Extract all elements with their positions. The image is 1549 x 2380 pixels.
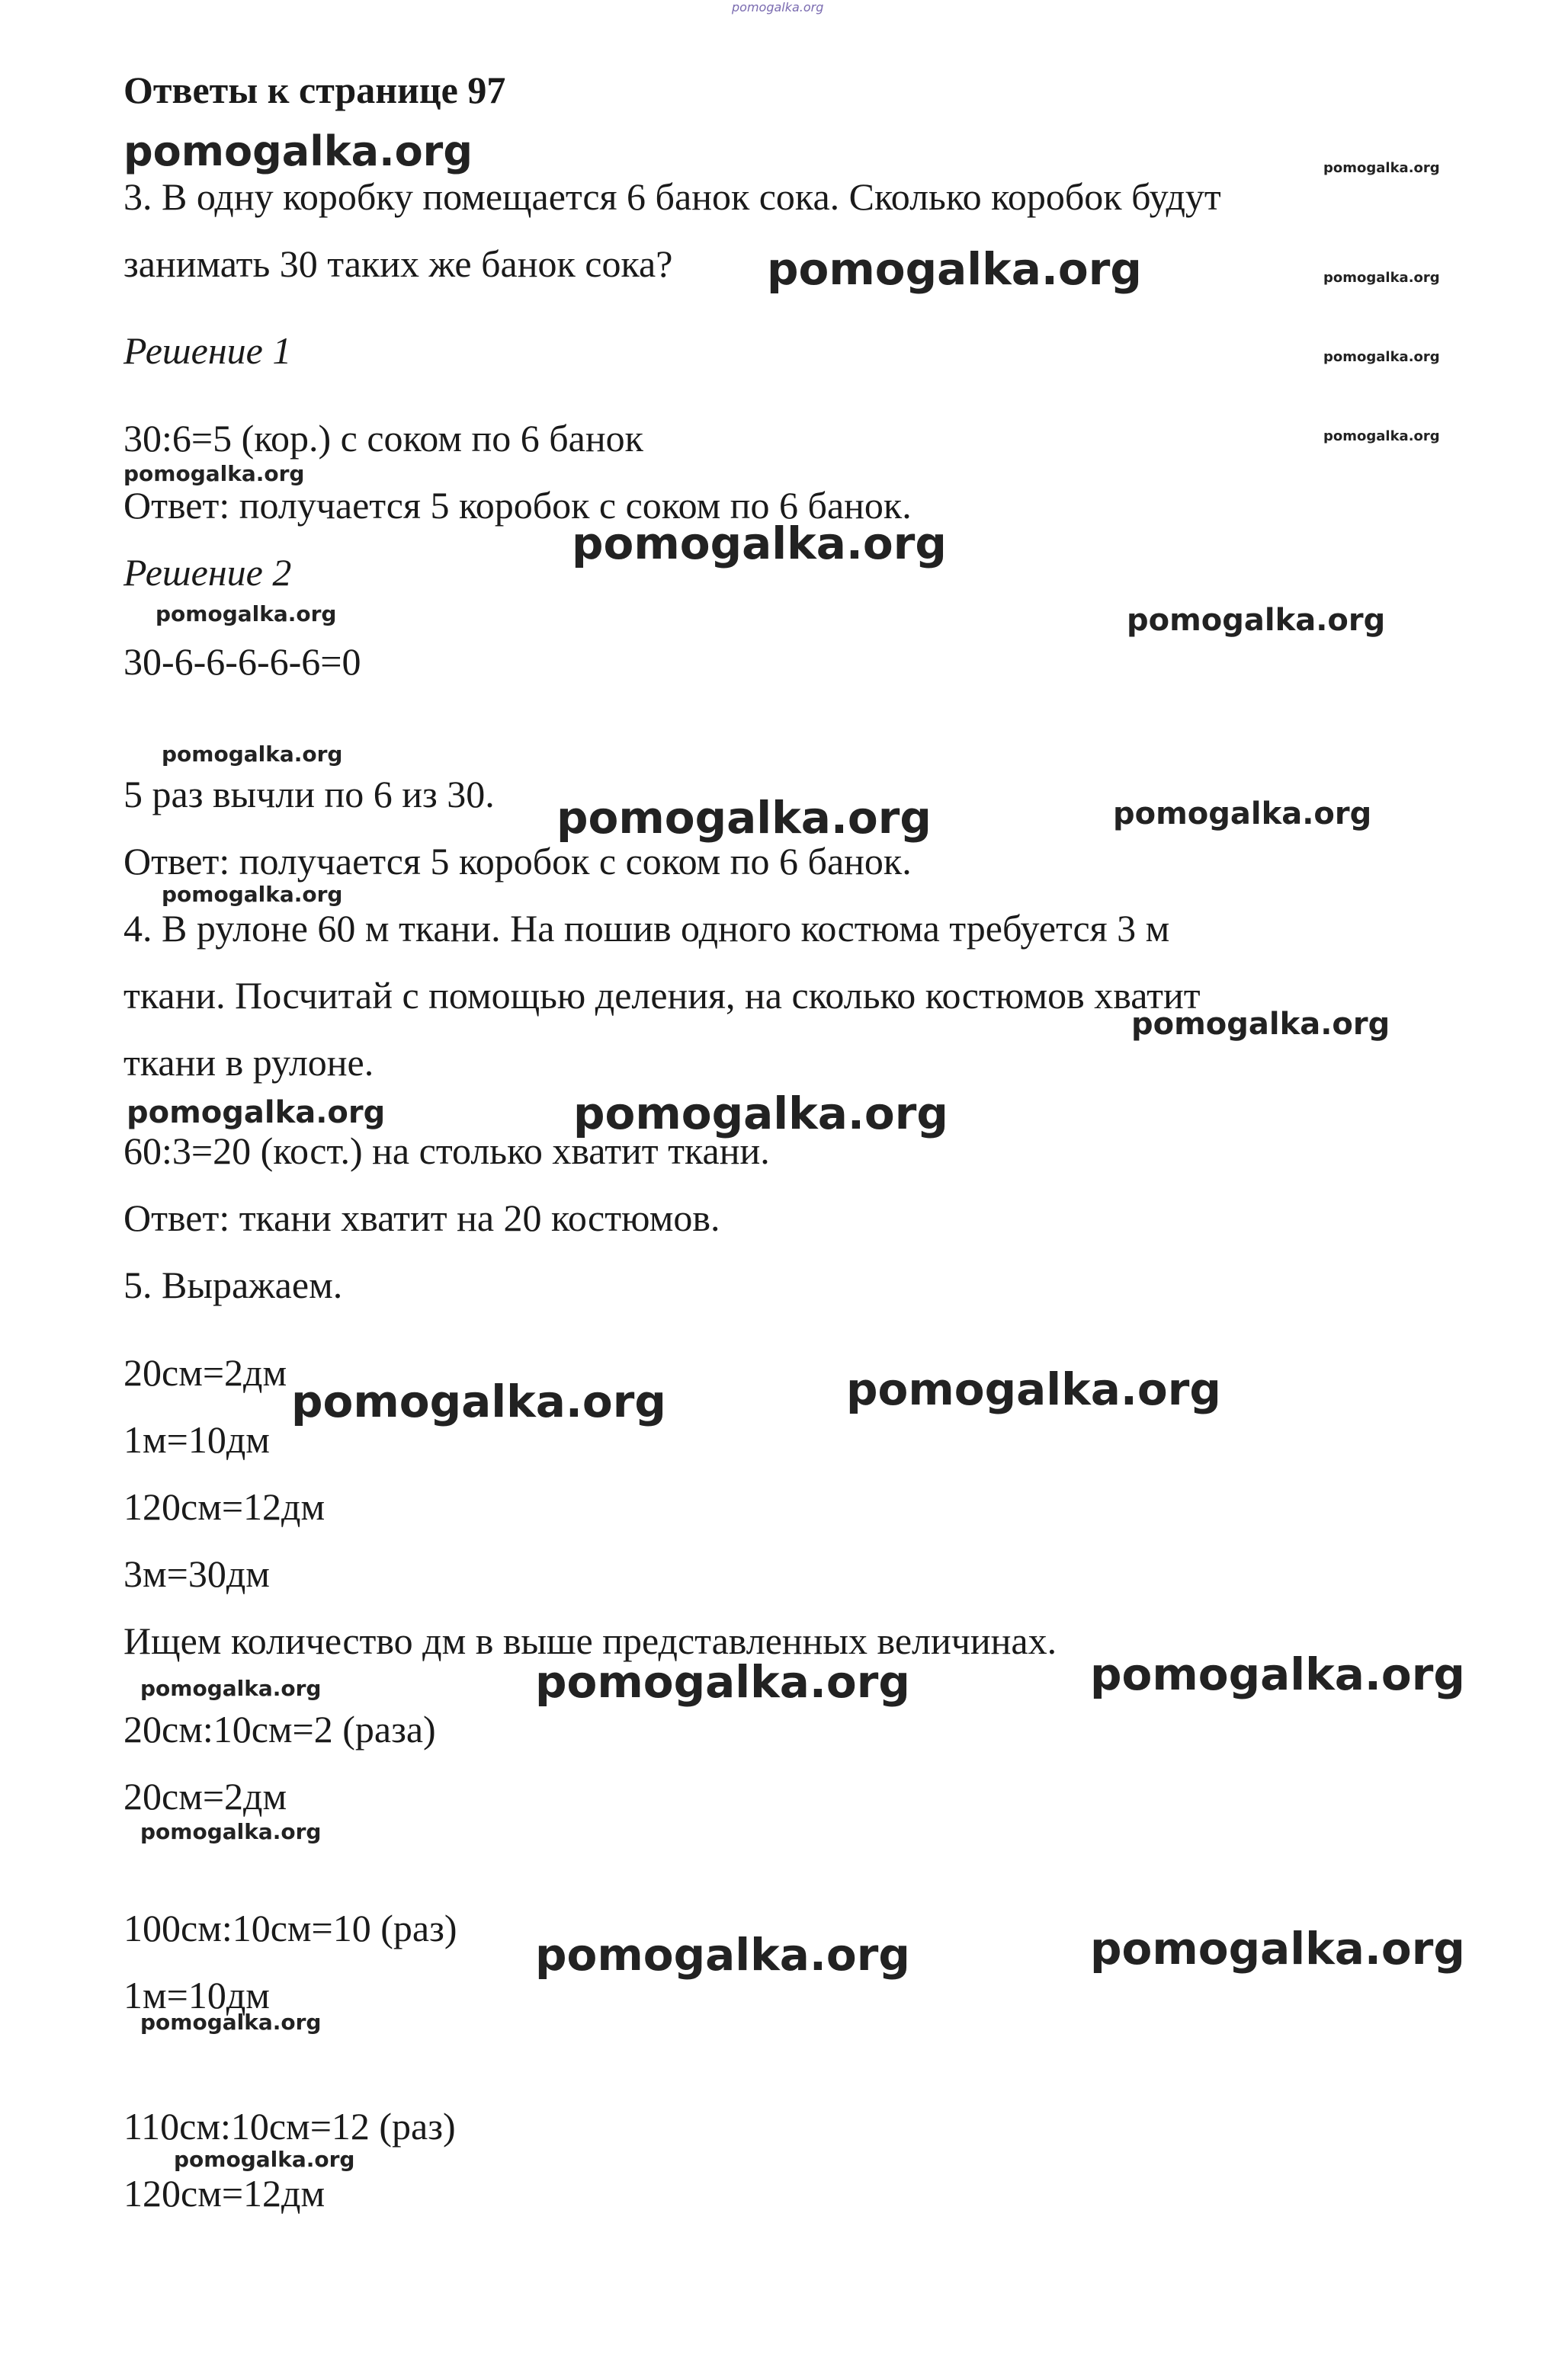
solution1-line: 30:6=5 (кор.) с соком по 6 банок (123, 417, 643, 460)
watermark: pomogalka.org (846, 1363, 1221, 1415)
watermark: pomogalka.org (174, 2147, 355, 2172)
task5-heading: 5. Выражаем. (123, 1264, 343, 1306)
task5-calc-1: 20см:10см=2 (раза) (123, 1708, 436, 1751)
task5-result-2: 1м=10дм (123, 1974, 270, 2016)
task4-solution: 60:3=20 (кост.) на столько хватит ткани. (123, 1129, 770, 1172)
task5-calc-2: 100см:10см=10 (раз) (123, 1907, 457, 1949)
task5-line-2: 1м=10дм (123, 1418, 270, 1461)
solution2-answer: Ответ: получается 5 коробок с соком по 6 банок. (123, 840, 912, 882)
watermark: pomogalka.org (291, 1376, 666, 1427)
task5-result-1: 20см=2дм (123, 1775, 287, 1818)
watermark: pomogalka.org (162, 742, 343, 767)
watermark: pomogalka.org (140, 1676, 322, 1701)
solution1-answer: Ответ: получается 5 коробок с соком по 6 банок. (123, 484, 912, 527)
page-title: Ответы к странице 97 (123, 69, 506, 111)
task3-question-line2: занимать 30 таких же банок сока? (123, 242, 673, 285)
task5-explanation: Ищем количество дм в выше представленных величинах. (123, 1619, 1057, 1662)
watermark: pomogalka.org (1090, 1923, 1465, 1975)
watermark: pomogalka.org (572, 517, 947, 569)
solution2-line: 30-6-6-6-6-6=0 (123, 640, 361, 683)
task5-line-4: 3м=30дм (123, 1552, 270, 1595)
task5-line-3: 120см=12дм (123, 1485, 326, 1528)
task5-calc-3: 110см:10см=12 (раз) (123, 2105, 456, 2148)
task4-answer: Ответ: ткани хватит на 20 костюмов. (123, 1196, 720, 1239)
solution2-explanation: 5 раз вычли по 6 из 30. (123, 773, 495, 815)
site-logo-text: pomogalka.org (123, 127, 473, 175)
watermark: pomogalka.org (127, 1095, 386, 1130)
solution1-heading: Решение 1 (123, 329, 292, 372)
watermark: pomogalka.org (156, 601, 337, 626)
watermark: pomogalka.org (1113, 796, 1372, 831)
watermark: pomogalka.org (535, 1929, 910, 1981)
watermark: pomogalka.org (573, 1087, 948, 1139)
watermark: pomogalka.org (767, 243, 1142, 295)
task4-question-line3: ткани в рулоне. (123, 1041, 374, 1084)
watermark: pomogalka.org (140, 1819, 322, 1844)
watermark: pomogalka.org (1323, 349, 1440, 365)
solution2-heading: Решение 2 (123, 551, 292, 594)
watermark: pomogalka.org (162, 882, 343, 907)
task5-line-1: 20см=2дм (123, 1351, 287, 1394)
watermark: pomogalka.org (1090, 1648, 1465, 1700)
watermark: pomogalka.org (556, 792, 932, 844)
watermark: pomogalka.org (535, 1656, 910, 1708)
watermark: pomogalka.org (1323, 160, 1440, 176)
task5-result-3: 120см=12дм (123, 2172, 326, 2215)
top-watermark: pomogalka.org (732, 0, 824, 14)
task4-question-line2: ткани. Посчитай с помощью деления, на сколько костюмов хватит (123, 974, 1201, 1017)
task3-question-line1: 3. В одну коробку помещается 6 банок сока. Сколько коробок будут (123, 175, 1221, 218)
watermark: pomogalka.org (123, 461, 305, 486)
task4-question-line1: 4. В рулоне 60 м ткани. На пошив одного костюма требуется 3 м (123, 907, 1170, 950)
watermark: pomogalka.org (1127, 603, 1386, 638)
watermark: pomogalka.org (1323, 428, 1440, 444)
watermark: pomogalka.org (1323, 270, 1440, 286)
watermark: pomogalka.org (140, 2010, 322, 2035)
watermark: pomogalka.org (1131, 1007, 1390, 1042)
